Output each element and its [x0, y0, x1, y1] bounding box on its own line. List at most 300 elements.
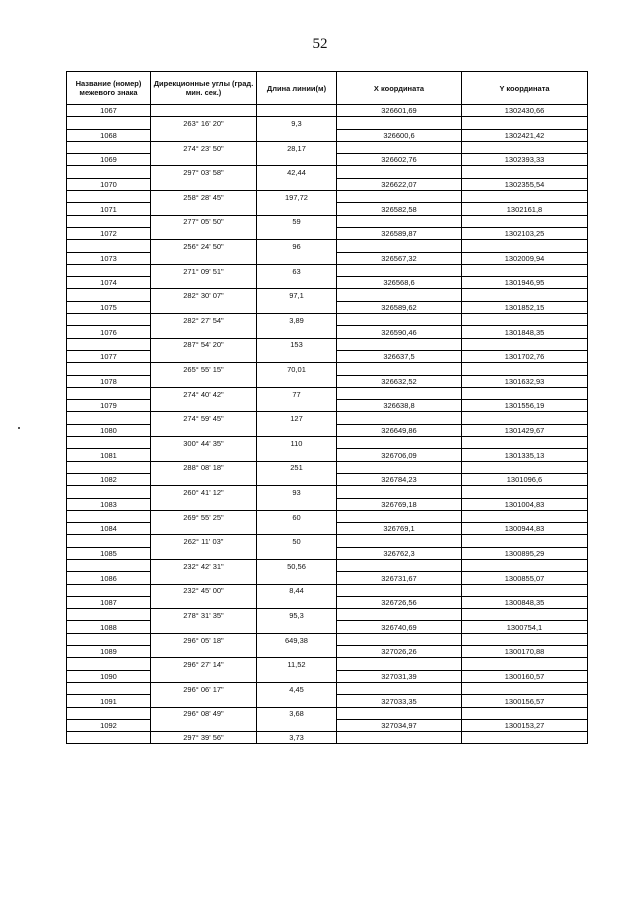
- x-coordinate-cell: 326637,5: [337, 350, 462, 362]
- direction-angle-cell: 265° 55' 15": [151, 363, 257, 375]
- point-name-cell: 1089: [67, 646, 151, 658]
- blank-cell: [67, 535, 151, 547]
- line-length-cell: 153: [257, 338, 337, 350]
- point-name-cell: 1072: [67, 227, 151, 239]
- blank-cell: [151, 621, 257, 633]
- point-row: [67, 596, 588, 608]
- blank-cell: [67, 314, 151, 326]
- blank-cell: [257, 719, 337, 731]
- direction-angle-cell: 232° 42' 31": [151, 559, 257, 571]
- blank-cell: [462, 412, 588, 424]
- x-coordinate-cell: 327026,26: [337, 646, 462, 658]
- y-coordinate-cell: 1301429,67: [462, 424, 588, 436]
- blank-cell: [67, 141, 151, 153]
- blank-cell: [67, 559, 151, 571]
- blank-cell: [151, 227, 257, 239]
- y-coordinate-cell: 1301556,19: [462, 400, 588, 412]
- blank-cell: [337, 191, 462, 203]
- blank-cell: [67, 412, 151, 424]
- blank-cell: [257, 695, 337, 707]
- line-length-cell: 60: [257, 510, 337, 522]
- direction-angle-cell: 282° 27' 54": [151, 314, 257, 326]
- y-coordinate-cell: 1301096,6: [462, 473, 588, 485]
- y-coordinate-cell: 1302103,25: [462, 227, 588, 239]
- point-name-cell: 1087: [67, 596, 151, 608]
- segment-row: [67, 264, 588, 276]
- blank-cell: [67, 609, 151, 621]
- point-name-cell: 1080: [67, 424, 151, 436]
- y-coordinate-cell: 1300160,57: [462, 670, 588, 682]
- blank-cell: [151, 178, 257, 190]
- blank-cell: [67, 732, 151, 744]
- point-row: [67, 326, 588, 338]
- blank-cell: [257, 572, 337, 584]
- blank-cell: [462, 510, 588, 522]
- x-coordinate-cell: 326769,1: [337, 523, 462, 535]
- blank-cell: [67, 363, 151, 375]
- y-coordinate-cell: 1302421,42: [462, 129, 588, 141]
- x-coordinate-cell: 326567,32: [337, 252, 462, 264]
- blank-cell: [257, 105, 337, 117]
- segment-row: [67, 559, 588, 571]
- point-row: [67, 154, 588, 166]
- segment-row: [67, 584, 588, 596]
- segment-row: [67, 732, 588, 744]
- direction-angle-cell: 263° 16' 20": [151, 117, 257, 129]
- blank-cell: [257, 449, 337, 461]
- point-name-cell: 1070: [67, 178, 151, 190]
- line-length-cell: 70,01: [257, 363, 337, 375]
- blank-cell: [67, 338, 151, 350]
- blank-cell: [337, 166, 462, 178]
- x-coordinate-cell: 326582,58: [337, 203, 462, 215]
- blank-cell: [257, 227, 337, 239]
- blank-cell: [257, 473, 337, 485]
- point-name-cell: 1085: [67, 547, 151, 559]
- segment-row: [67, 682, 588, 694]
- blank-cell: [462, 215, 588, 227]
- blank-cell: [462, 141, 588, 153]
- point-row: [67, 252, 588, 264]
- segment-row: [67, 314, 588, 326]
- point-row: [67, 424, 588, 436]
- blank-cell: [257, 424, 337, 436]
- blank-cell: [462, 559, 588, 571]
- point-name-cell: 1067: [67, 105, 151, 117]
- point-row: [67, 498, 588, 510]
- segment-row: [67, 363, 588, 375]
- blank-cell: [151, 596, 257, 608]
- x-coordinate-cell: 326649,86: [337, 424, 462, 436]
- line-length-cell: 28,17: [257, 141, 337, 153]
- point-row: [67, 670, 588, 682]
- blank-cell: [462, 363, 588, 375]
- point-row: [67, 227, 588, 239]
- x-coordinate-cell: 326589,87: [337, 227, 462, 239]
- y-coordinate-cell: 1300170,88: [462, 646, 588, 658]
- margin-mark: [18, 427, 20, 429]
- blank-cell: [257, 547, 337, 559]
- direction-angle-cell: 258° 28' 45": [151, 191, 257, 203]
- blank-cell: [462, 117, 588, 129]
- blank-cell: [337, 559, 462, 571]
- segment-row: [67, 535, 588, 547]
- blank-cell: [67, 510, 151, 522]
- point-name-cell: 1071: [67, 203, 151, 215]
- x-coordinate-cell: 326784,23: [337, 473, 462, 485]
- blank-cell: [257, 154, 337, 166]
- y-coordinate-cell: 1300754,1: [462, 621, 588, 633]
- line-length-cell: 97,1: [257, 289, 337, 301]
- direction-angle-cell: 232° 45' 00": [151, 584, 257, 596]
- blank-cell: [462, 535, 588, 547]
- blank-cell: [67, 289, 151, 301]
- blank-cell: [257, 178, 337, 190]
- direction-angle-cell: 274° 40' 42": [151, 387, 257, 399]
- header-y: Y координата: [462, 72, 588, 105]
- y-coordinate-cell: 1301632,93: [462, 375, 588, 387]
- blank-cell: [337, 584, 462, 596]
- y-coordinate-cell: 1301702,76: [462, 350, 588, 362]
- segment-row: [67, 117, 588, 129]
- line-length-cell: 95,3: [257, 609, 337, 621]
- blank-cell: [337, 437, 462, 449]
- point-row: [67, 547, 588, 559]
- line-length-cell: 50,56: [257, 559, 337, 571]
- point-name-cell: 1088: [67, 621, 151, 633]
- direction-angle-cell: 296° 27' 14": [151, 658, 257, 670]
- blank-cell: [151, 350, 257, 362]
- blank-cell: [67, 682, 151, 694]
- blank-cell: [257, 646, 337, 658]
- direction-angle-cell: 296° 05' 18": [151, 633, 257, 645]
- y-coordinate-cell: 1300944,83: [462, 523, 588, 535]
- point-name-cell: 1086: [67, 572, 151, 584]
- line-length-cell: 9,3: [257, 117, 337, 129]
- line-length-cell: 3,73: [257, 732, 337, 744]
- blank-cell: [151, 646, 257, 658]
- blank-cell: [337, 215, 462, 227]
- blank-cell: [151, 498, 257, 510]
- table-body: [67, 105, 588, 744]
- blank-cell: [151, 424, 257, 436]
- blank-cell: [462, 609, 588, 621]
- blank-cell: [257, 621, 337, 633]
- x-coordinate-cell: 326731,67: [337, 572, 462, 584]
- blank-cell: [151, 473, 257, 485]
- line-length-cell: 59: [257, 215, 337, 227]
- segment-row: [67, 240, 588, 252]
- blank-cell: [257, 375, 337, 387]
- point-name-cell: 1081: [67, 449, 151, 461]
- blank-cell: [67, 240, 151, 252]
- segment-row: [67, 633, 588, 645]
- direction-angle-cell: 271° 09' 51": [151, 264, 257, 276]
- segment-row: [67, 141, 588, 153]
- blank-cell: [257, 596, 337, 608]
- x-coordinate-cell: 326568,6: [337, 277, 462, 289]
- blank-cell: [462, 387, 588, 399]
- point-name-cell: 1076: [67, 326, 151, 338]
- table-header-row: [67, 72, 588, 105]
- blank-cell: [151, 301, 257, 313]
- blank-cell: [67, 707, 151, 719]
- blank-cell: [151, 449, 257, 461]
- line-length-cell: 96: [257, 240, 337, 252]
- segment-row: [67, 191, 588, 203]
- y-coordinate-cell: 1302355,54: [462, 178, 588, 190]
- direction-angle-cell: 288° 08' 18": [151, 461, 257, 473]
- y-coordinate-cell: 1301946,95: [462, 277, 588, 289]
- point-name-cell: 1073: [67, 252, 151, 264]
- blank-cell: [257, 129, 337, 141]
- point-name-cell: 1079: [67, 400, 151, 412]
- x-coordinate-cell: 326706,09: [337, 449, 462, 461]
- blank-cell: [337, 633, 462, 645]
- x-coordinate-cell: 326762,3: [337, 547, 462, 559]
- blank-cell: [151, 670, 257, 682]
- point-row: [67, 301, 588, 313]
- blank-cell: [257, 326, 337, 338]
- blank-cell: [337, 363, 462, 375]
- blank-cell: [462, 191, 588, 203]
- point-row: [67, 350, 588, 362]
- blank-cell: [257, 350, 337, 362]
- y-coordinate-cell: 1301852,15: [462, 301, 588, 313]
- blank-cell: [151, 154, 257, 166]
- x-coordinate-cell: 326740,69: [337, 621, 462, 633]
- blank-cell: [337, 707, 462, 719]
- blank-cell: [67, 215, 151, 227]
- blank-cell: [67, 264, 151, 276]
- blank-cell: [67, 584, 151, 596]
- point-name-cell: 1082: [67, 473, 151, 485]
- y-coordinate-cell: 1301848,35: [462, 326, 588, 338]
- direction-angle-cell: 278° 31' 35": [151, 609, 257, 621]
- line-length-cell: 127: [257, 412, 337, 424]
- blank-cell: [337, 609, 462, 621]
- header-name: Название (номер) межевого знака: [67, 72, 151, 105]
- segment-row: [67, 215, 588, 227]
- point-row: [67, 572, 588, 584]
- blank-cell: [151, 105, 257, 117]
- point-name-cell: 1068: [67, 129, 151, 141]
- direction-angle-cell: 300° 44' 35": [151, 437, 257, 449]
- blank-cell: [67, 387, 151, 399]
- direction-angle-cell: 287° 54' 20": [151, 338, 257, 350]
- line-length-cell: 77: [257, 387, 337, 399]
- x-coordinate-cell: 326769,18: [337, 498, 462, 510]
- blank-cell: [67, 117, 151, 129]
- blank-cell: [462, 658, 588, 670]
- segment-row: [67, 609, 588, 621]
- line-length-cell: 8,44: [257, 584, 337, 596]
- x-coordinate-cell: 326590,46: [337, 326, 462, 338]
- line-length-cell: 93: [257, 486, 337, 498]
- x-coordinate-cell: 327033,35: [337, 695, 462, 707]
- point-name-cell: 1074: [67, 277, 151, 289]
- point-name-cell: 1090: [67, 670, 151, 682]
- point-name-cell: 1083: [67, 498, 151, 510]
- blank-cell: [462, 707, 588, 719]
- y-coordinate-cell: 1301004,83: [462, 498, 588, 510]
- point-name-cell: 1084: [67, 523, 151, 535]
- x-coordinate-cell: 326638,8: [337, 400, 462, 412]
- line-length-cell: 110: [257, 437, 337, 449]
- direction-angle-cell: 297° 03' 58": [151, 166, 257, 178]
- y-coordinate-cell: 1302393,33: [462, 154, 588, 166]
- blank-cell: [462, 264, 588, 276]
- line-length-cell: 50: [257, 535, 337, 547]
- segment-row: [67, 437, 588, 449]
- line-length-cell: 649,38: [257, 633, 337, 645]
- blank-cell: [257, 203, 337, 215]
- blank-cell: [257, 252, 337, 264]
- y-coordinate-cell: 1302009,94: [462, 252, 588, 264]
- point-row: [67, 178, 588, 190]
- segment-row: [67, 658, 588, 670]
- page-number: 52: [312, 36, 328, 52]
- blank-cell: [462, 633, 588, 645]
- header-angle: Дирекционные углы (град. мин. сек.): [151, 72, 257, 105]
- blank-cell: [257, 400, 337, 412]
- blank-cell: [151, 326, 257, 338]
- blank-cell: [337, 486, 462, 498]
- y-coordinate-cell: 1300895,29: [462, 547, 588, 559]
- point-row: [67, 129, 588, 141]
- point-row: [67, 695, 588, 707]
- header-x: X координата: [337, 72, 462, 105]
- blank-cell: [337, 732, 462, 744]
- x-coordinate-cell: 326601,69: [337, 105, 462, 117]
- blank-cell: [337, 510, 462, 522]
- line-length-cell: 11,52: [257, 658, 337, 670]
- direction-angle-cell: 262° 11' 03": [151, 535, 257, 547]
- point-name-cell: 1091: [67, 695, 151, 707]
- x-coordinate-cell: 326600,6: [337, 129, 462, 141]
- y-coordinate-cell: 1300156,57: [462, 695, 588, 707]
- blank-cell: [337, 117, 462, 129]
- blank-cell: [337, 412, 462, 424]
- point-name-cell: 1078: [67, 375, 151, 387]
- blank-cell: [257, 670, 337, 682]
- blank-cell: [67, 486, 151, 498]
- blank-cell: [151, 252, 257, 264]
- boundary-points-table: [66, 71, 588, 744]
- direction-angle-cell: 269° 55' 25": [151, 510, 257, 522]
- blank-cell: [67, 633, 151, 645]
- blank-cell: [67, 166, 151, 178]
- blank-cell: [151, 375, 257, 387]
- blank-cell: [67, 191, 151, 203]
- blank-cell: [67, 437, 151, 449]
- x-coordinate-cell: 326632,52: [337, 375, 462, 387]
- blank-cell: [337, 264, 462, 276]
- x-coordinate-cell: 326622,07: [337, 178, 462, 190]
- blank-cell: [462, 682, 588, 694]
- blank-cell: [67, 658, 151, 670]
- direction-angle-cell: 282° 30' 07": [151, 289, 257, 301]
- x-coordinate-cell: 327031,39: [337, 670, 462, 682]
- y-coordinate-cell: 1300855,07: [462, 572, 588, 584]
- blank-cell: [151, 719, 257, 731]
- segment-row: [67, 486, 588, 498]
- point-name-cell: 1077: [67, 350, 151, 362]
- segment-row: [67, 289, 588, 301]
- blank-cell: [337, 461, 462, 473]
- blank-cell: [337, 338, 462, 350]
- blank-cell: [462, 461, 588, 473]
- line-length-cell: 3,89: [257, 314, 337, 326]
- blank-cell: [151, 523, 257, 535]
- point-row: [67, 449, 588, 461]
- blank-cell: [462, 338, 588, 350]
- y-coordinate-cell: 1300153,27: [462, 719, 588, 731]
- direction-angle-cell: 274° 23' 50": [151, 141, 257, 153]
- segment-row: [67, 412, 588, 424]
- blank-cell: [337, 387, 462, 399]
- point-row: [67, 400, 588, 412]
- blank-cell: [462, 289, 588, 301]
- direction-angle-cell: 296° 08' 49": [151, 707, 257, 719]
- direction-angle-cell: 297° 39' 56": [151, 732, 257, 744]
- blank-cell: [257, 277, 337, 289]
- direction-angle-cell: 277° 05' 50": [151, 215, 257, 227]
- segment-row: [67, 461, 588, 473]
- blank-cell: [337, 240, 462, 252]
- point-name-cell: 1075: [67, 301, 151, 313]
- segment-row: [67, 387, 588, 399]
- point-row: [67, 646, 588, 658]
- blank-cell: [337, 682, 462, 694]
- y-coordinate-cell: 1300848,35: [462, 596, 588, 608]
- blank-cell: [67, 461, 151, 473]
- line-length-cell: 3,68: [257, 707, 337, 719]
- segment-row: [67, 707, 588, 719]
- blank-cell: [151, 129, 257, 141]
- direction-angle-cell: 296° 06' 17": [151, 682, 257, 694]
- y-coordinate-cell: 1302161,8: [462, 203, 588, 215]
- point-name-cell: 1069: [67, 154, 151, 166]
- line-length-cell: 63: [257, 264, 337, 276]
- point-row: [67, 375, 588, 387]
- point-row: [67, 719, 588, 731]
- x-coordinate-cell: 326589,62: [337, 301, 462, 313]
- blank-cell: [151, 203, 257, 215]
- blank-cell: [337, 141, 462, 153]
- blank-cell: [151, 400, 257, 412]
- direction-angle-cell: 260° 41' 12": [151, 486, 257, 498]
- point-row: [67, 621, 588, 633]
- line-length-cell: 42,44: [257, 166, 337, 178]
- blank-cell: [462, 486, 588, 498]
- blank-cell: [462, 314, 588, 326]
- blank-cell: [462, 437, 588, 449]
- segment-row: [67, 510, 588, 522]
- blank-cell: [462, 584, 588, 596]
- point-row: [67, 203, 588, 215]
- point-row: [67, 105, 588, 117]
- line-length-cell: 4,45: [257, 682, 337, 694]
- y-coordinate-cell: 1302430,66: [462, 105, 588, 117]
- blank-cell: [257, 498, 337, 510]
- blank-cell: [151, 547, 257, 559]
- direction-angle-cell: 256° 24' 50": [151, 240, 257, 252]
- blank-cell: [337, 658, 462, 670]
- point-row: [67, 277, 588, 289]
- blank-cell: [151, 277, 257, 289]
- blank-cell: [151, 695, 257, 707]
